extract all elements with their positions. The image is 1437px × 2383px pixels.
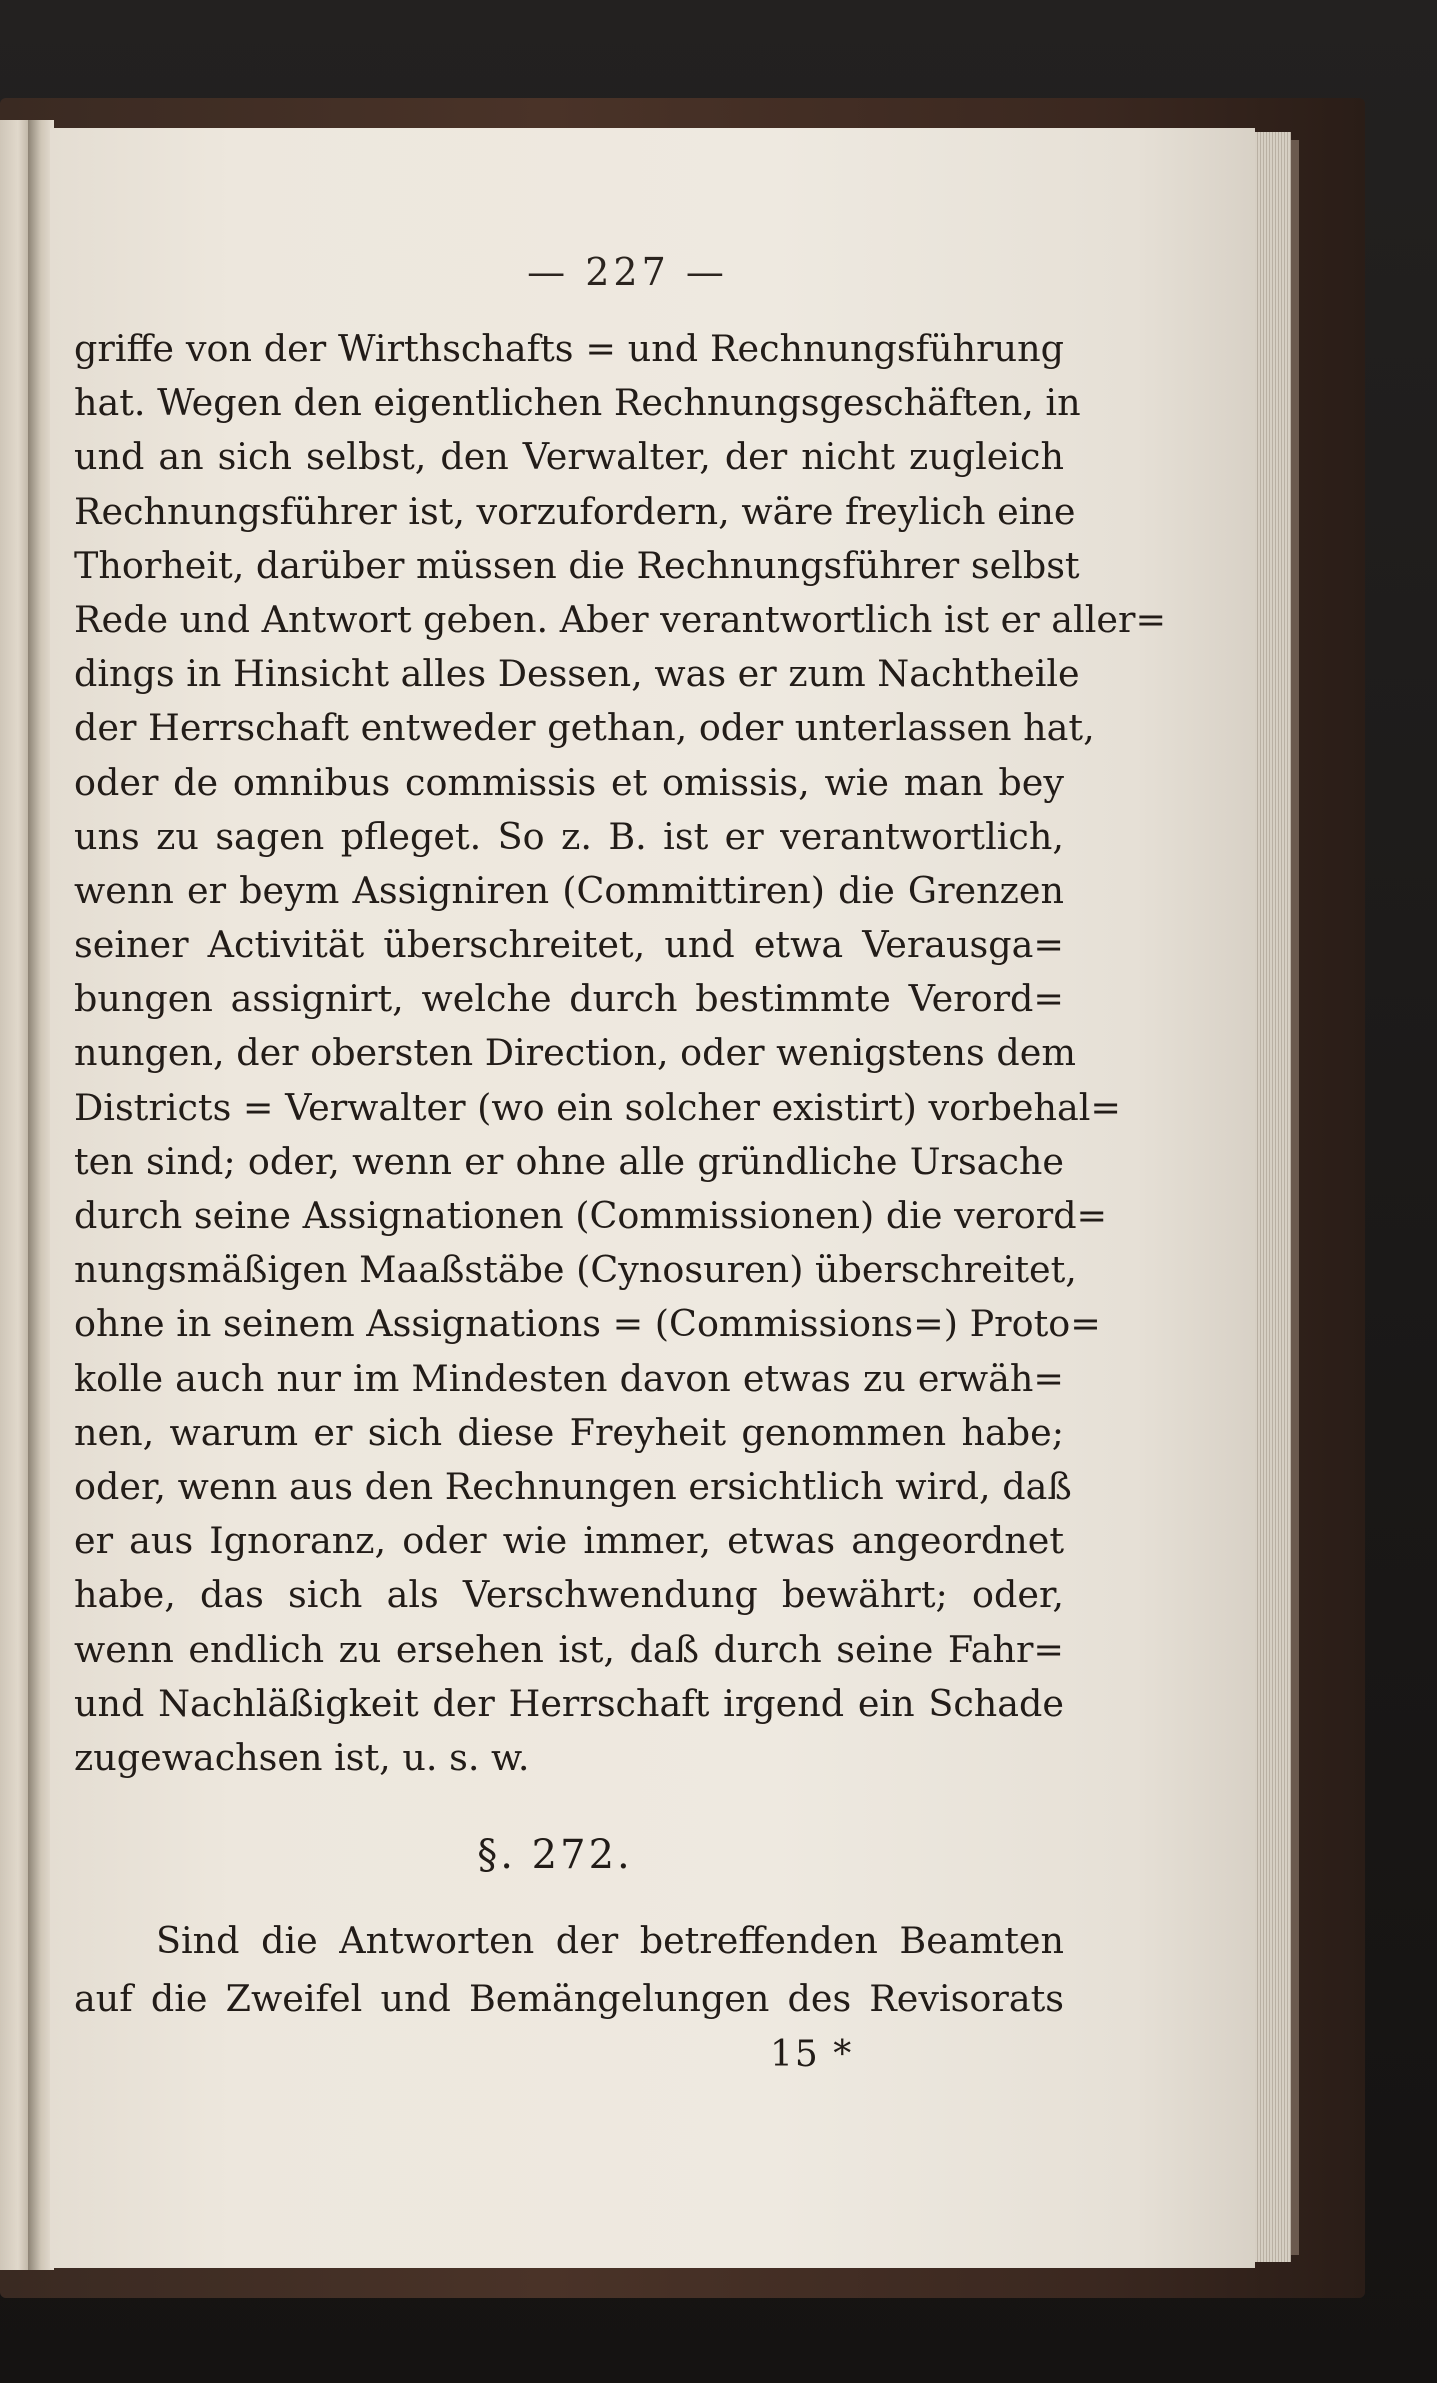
signature-mark: 15 * bbox=[770, 2034, 854, 2075]
text-line: bungen assignirt, welche durch bestimmte Verord= bbox=[74, 977, 1064, 1021]
text-line: und an sich selbst, den Verwalter, der nicht zugleich bbox=[74, 435, 1064, 479]
text-line: und Nachläßigkeit der Herrschaft irgend ein Schade bbox=[74, 1681, 1064, 1725]
text-line: nen, warum er sich diese Freyheit genommen habe; bbox=[74, 1410, 1064, 1454]
page-stack-shadow bbox=[1291, 140, 1299, 2255]
text-line: Sind die Antworten der betreffenden Beamten bbox=[156, 1919, 1064, 1962]
text-line: ten sind; oder, wenn er ohne alle gründliche Ursache bbox=[74, 1139, 1064, 1183]
section-text bbox=[74, 1912, 1064, 2028]
text-line: Thorheit, darüber müssen die Rechnungsführer selbst bbox=[74, 543, 1080, 587]
text-line: oder de omnibus commissis et omissis, wie man bey bbox=[74, 760, 1064, 804]
text-line: nungsmäßigen Maaßstäbe (Cynosuren) überschreitet, bbox=[74, 1248, 1077, 1292]
section-heading: §. 272. bbox=[477, 1832, 633, 1878]
text-line: wenn er beym Assigniren (Committiren) die Grenzen bbox=[74, 868, 1064, 912]
text-line: seiner Activität überschreitet, und etwa Verausga= bbox=[74, 923, 1064, 967]
text-line: Districts = Verwalter (wo ein solcher existirt) vorbehal= bbox=[74, 1085, 1121, 1129]
left-page-edge bbox=[0, 120, 30, 2270]
text-line: kolle auch nur im Mindesten davon etwas zu erwäh= bbox=[74, 1356, 1064, 1400]
text-line: wenn endlich zu ersehen ist, daß durch seine Fahr= bbox=[74, 1627, 1064, 1671]
text-line: habe, das sich als Verschwendung bewährt; oder, bbox=[74, 1573, 1064, 1617]
text-line: nungen, der obersten Direction, oder wenigstens dem bbox=[74, 1031, 1076, 1075]
page-running-head: — 227 — bbox=[527, 250, 728, 294]
text-line: Rede und Antwort geben. Aber verantwortlich ist er aller= bbox=[74, 597, 1167, 641]
text-line: dings in Hinsicht alles Dessen, was er zum Nachtheile bbox=[74, 652, 1080, 696]
text-line: uns zu sagen pfleget. So z. B. ist er verantwortlich, bbox=[74, 814, 1064, 858]
body-text bbox=[74, 322, 1167, 1785]
text-line: er aus Ignoranz, oder wie immer, etwas angeordnet bbox=[74, 1519, 1064, 1563]
text-line: durch seine Assignationen (Commissionen) die verord= bbox=[74, 1194, 1108, 1237]
text-line: Rechnungsführer ist, vorzufordern, wäre freylich eine bbox=[74, 489, 1076, 533]
text-line: der Herrschaft entweder gethan, oder unterlassen hat, bbox=[74, 706, 1095, 750]
text-line: hat. Wegen den eigentlichen Rechnungsgeschäften, in bbox=[74, 381, 1081, 425]
text-line: zugewachsen ist, u. s. w. bbox=[74, 1735, 530, 1779]
page-stack-edges bbox=[1255, 132, 1291, 2262]
text-line: oder, wenn aus den Rechnungen ersichtlich wird, daß bbox=[74, 1464, 1072, 1508]
text-line: griffe von der Wirthschafts = und Rechnungsführung bbox=[74, 327, 1064, 370]
text-line: auf die Zweifel und Bemängelungen des Revisorats bbox=[74, 1977, 1064, 2020]
text-line: ohne in seinem Assignations = (Commissions=) Proto= bbox=[74, 1302, 1101, 1346]
